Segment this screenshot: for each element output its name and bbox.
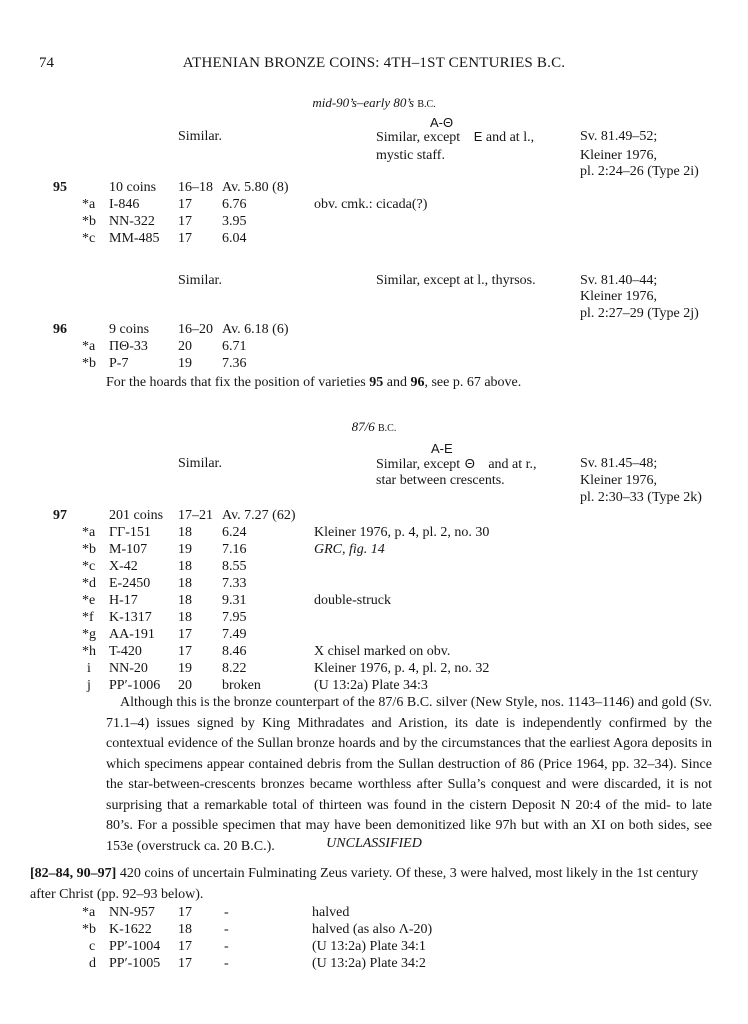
specimen-row <box>0 356 748 374</box>
specimen-diameter: 17 <box>178 197 192 212</box>
specimen-row <box>0 559 748 577</box>
reverse-desc-97-line1 <box>376 456 537 473</box>
specimen-weight: - <box>224 922 229 937</box>
variety-row-96 <box>0 322 748 340</box>
specimen-diameter: 17 <box>178 956 192 971</box>
average-weight: Av. 7.27 (62) <box>222 508 296 523</box>
specimen-letter: *c <box>82 559 96 574</box>
specimen-letter: *a <box>82 525 96 540</box>
specimen-diameter: 19 <box>178 356 192 371</box>
section-date-heading <box>0 419 748 435</box>
specimen-diameter: 18 <box>178 593 192 608</box>
specimen-note: halved (as also Λ-20) <box>312 922 433 937</box>
reverse-desc-97-line2: star between crescents. <box>376 473 505 488</box>
coin-count: 9 coins <box>109 322 150 337</box>
specimen-note: double-struck <box>314 593 391 608</box>
specimen-row <box>0 339 748 357</box>
reference-95-line2: Kleiner 1976, <box>580 148 657 163</box>
reference-96-line1: Sv. 81.40–44; <box>580 273 658 288</box>
specimen-row <box>0 214 748 232</box>
specimen-diameter: 17 <box>178 231 192 246</box>
specimen-weight: 7.95 <box>222 610 247 625</box>
reverse-text: and at l., <box>485 130 535 145</box>
specimen-weight: 6.71 <box>222 339 247 354</box>
specimen-diameter: 18 <box>178 559 192 574</box>
diameter-range: 16–18 <box>178 180 213 195</box>
variety-row-95 <box>0 180 748 198</box>
specimen-weight: broken <box>222 678 261 693</box>
variety-row-97 <box>0 508 748 526</box>
section-date-suffix: B.C. <box>417 99 436 110</box>
specimen-letter: *a <box>82 197 96 212</box>
specimen-letter: d <box>89 956 96 971</box>
specimen-id: X-42 <box>109 559 138 574</box>
specimen-id: ΠΘ-33 <box>109 339 148 354</box>
specimen-letter: *b <box>82 214 96 229</box>
specimen-weight: 8.55 <box>222 559 247 574</box>
specimen-note: halved <box>312 905 350 920</box>
reverse-legend-95: A-Θ <box>430 115 454 130</box>
specimen-diameter: 17 <box>178 905 192 920</box>
reference-97-line1: Sv. 81.45–48; <box>580 456 658 471</box>
coin-count: 10 coins <box>109 180 157 195</box>
specimen-id: K-1317 <box>109 610 152 625</box>
specimen-weight: 7.49 <box>222 627 247 642</box>
specimen-diameter: 18 <box>178 525 192 540</box>
specimen-row <box>0 231 748 249</box>
specimen-row <box>0 610 748 628</box>
note-variety-ref: 95 <box>369 375 384 390</box>
note-text: For the hoards that fix the position of varieties <box>106 375 366 390</box>
specimen-id: NN-20 <box>109 661 148 676</box>
section-date-heading <box>0 95 748 111</box>
specimen-id: T-420 <box>109 644 142 659</box>
reverse-desc-96: Similar, except at l., thyrsos. <box>376 273 536 288</box>
specimen-weight: 7.36 <box>222 356 247 371</box>
section-date-suffix: B.C. <box>378 423 397 434</box>
specimen-diameter: 18 <box>178 576 192 591</box>
section-date: mid-90’s–early 80’s <box>312 95 415 110</box>
specimen-id: PP′-1006 <box>109 678 161 693</box>
specimen-row <box>0 905 748 923</box>
specimen-id: P-7 <box>109 356 129 371</box>
coin-count: 201 coins <box>109 508 164 523</box>
specimen-diameter: 18 <box>178 922 192 937</box>
commentary-paragraph-97: Although this is the bronze counterpart of the 87/6 B.C. silver (New Style, nos. 1143–1146) and gold (Sv. 71.1–4) issues signed by King Mithradates and Aristion, its date is independently confirmed by the contextual evidence of the Sullan bronze hoards and by the circumstances that the earliest Agora deposits in which specimens appear contained debris from the Sullan destruction of 86 (Price 1964, pp. 32–34). Since the star-between-crescents bronzes became worthless after Sulla’s conquest and were discarded, it is not surprising that a remarkable total of thirteen was found in the cistern Deposit N 20:4 of the mid- to late 80’s. For a possible specimen that may have been demonitized like 97h but with an XI on both sides, see 153e (overstruck ca. 20 B.C.). <box>106 695 712 854</box>
specimen-row <box>0 197 748 215</box>
specimen-id: K-1622 <box>109 922 152 937</box>
specimen-row <box>0 593 748 611</box>
reference-97-line2: Kleiner 1976, <box>580 473 657 488</box>
specimen-diameter: 17 <box>178 627 192 642</box>
specimen-weight: 3.95 <box>222 214 247 229</box>
obverse-desc-96: Similar. <box>178 273 222 288</box>
specimen-diameter: 19 <box>178 661 192 676</box>
specimen-id: M-107 <box>109 542 148 557</box>
reverse-text: Similar, except <box>376 130 461 145</box>
reference-95-line1: Sv. 81.49–52; <box>580 129 658 144</box>
reference-96-line2: Kleiner 1976, <box>580 289 657 304</box>
reverse-letter: Θ <box>464 456 475 471</box>
note-text: , see p. 67 above. <box>424 375 522 390</box>
specimen-weight: 6.76 <box>222 197 247 212</box>
specimen-letter: *g <box>82 627 96 642</box>
specimen-note: (U 13:2a) Plate 34:3 <box>314 678 428 693</box>
specimen-letter: *a <box>82 339 96 354</box>
specimen-row <box>0 525 748 543</box>
specimen-weight: 8.22 <box>222 661 247 676</box>
specimen-id: PP′-1004 <box>109 939 161 954</box>
section-date: 87/6 <box>351 419 375 434</box>
specimen-row <box>0 576 748 594</box>
running-head: ATHENIAN BRONZE COINS: 4TH–1ST CENTURIES B.C. <box>182 55 566 71</box>
specimen-id: AA-191 <box>109 627 155 642</box>
specimen-weight: 6.04 <box>222 231 247 246</box>
specimen-letter: *b <box>82 922 96 937</box>
specimen-id: PP′-1005 <box>109 956 161 971</box>
specimen-id: NN-957 <box>109 905 155 920</box>
specimen-letter: j <box>87 678 91 693</box>
obverse-desc-97: Similar. <box>178 456 222 471</box>
specimen-diameter: 20 <box>178 678 192 693</box>
reverse-desc-95-line1 <box>376 129 534 146</box>
variety-number: 96 <box>53 322 67 337</box>
specimen-note: GRC, fig. 14 <box>314 542 385 557</box>
specimen-weight: 8.46 <box>222 644 247 659</box>
unclassified-paragraph <box>30 864 712 905</box>
reference-96-line3: pl. 2:27–29 (Type 2j) <box>580 306 699 321</box>
specimen-weight: 9.31 <box>222 593 247 608</box>
specimen-diameter: 17 <box>178 644 192 659</box>
specimen-letter: *e <box>82 593 96 608</box>
specimen-letter: *c <box>82 231 96 246</box>
specimen-letter: *h <box>82 644 96 659</box>
specimen-letter: *f <box>82 610 94 625</box>
specimen-note: Kleiner 1976, p. 4, pl. 2, no. 30 <box>314 525 490 540</box>
note-variety-ref: 96 <box>410 375 425 390</box>
specimen-note: (U 13:2a) Plate 34:2 <box>312 956 426 971</box>
specimen-id: MM-485 <box>109 231 160 246</box>
specimen-letter: i <box>87 661 91 676</box>
obverse-desc-95: Similar. <box>178 129 222 144</box>
specimen-letter: *d <box>82 576 96 591</box>
specimen-weight: 7.33 <box>222 576 247 591</box>
specimen-weight: - <box>224 939 229 954</box>
specimen-weight: 6.24 <box>222 525 247 540</box>
specimen-weight: 7.16 <box>222 542 247 557</box>
diameter-range: 16–20 <box>178 322 213 337</box>
reverse-letter: E <box>473 129 483 144</box>
specimen-row <box>0 956 748 974</box>
specimen-note: obv. cmk.: cicada(?) <box>314 197 428 212</box>
specimen-diameter: 17 <box>178 214 192 229</box>
specimen-weight: - <box>224 905 229 920</box>
specimen-diameter: 19 <box>178 542 192 557</box>
specimen-diameter: 18 <box>178 610 192 625</box>
specimen-note: (U 13:2a) Plate 34:1 <box>312 939 426 954</box>
specimen-row <box>0 661 748 679</box>
variety-number: 97 <box>53 508 67 523</box>
diameter-range: 17–21 <box>178 508 213 523</box>
specimen-letter: *a <box>82 905 96 920</box>
unclassified-variety-ref: [82–84, 90–97] <box>30 866 117 881</box>
variety-number: 95 <box>53 180 67 195</box>
specimen-id: NN-322 <box>109 214 155 229</box>
specimen-letter: c <box>89 939 96 954</box>
specimen-row <box>0 939 748 957</box>
page-number: 74 <box>39 55 54 71</box>
unclassified-text: 420 coins of uncertain Fulminating Zeus variety. Of these, 3 were halved, most likely in the 1st century after Christ (pp. 92–93 below). <box>30 866 699 902</box>
specimen-row <box>0 542 748 560</box>
reference-97-line3: pl. 2:30–33 (Type 2k) <box>580 490 702 505</box>
specimen-note: X chisel marked on obv. <box>314 644 451 659</box>
average-weight: Av. 6.18 (6) <box>222 322 289 337</box>
specimen-id: ΓΓ-151 <box>109 525 151 540</box>
reference-95-line3: pl. 2:24–26 (Type 2i) <box>580 164 699 179</box>
specimen-letter: *b <box>82 542 96 557</box>
specimen-row <box>0 922 748 940</box>
reverse-legend-97: A-E <box>431 441 453 456</box>
unclassified-heading: UNCLASSIFIED <box>326 836 422 851</box>
note-text: and <box>386 375 407 390</box>
specimen-id: H-17 <box>109 593 138 608</box>
average-weight: Av. 5.80 (8) <box>222 180 289 195</box>
specimen-weight: - <box>224 956 229 971</box>
reverse-text: Similar, except <box>376 457 461 472</box>
specimen-diameter: 20 <box>178 339 192 354</box>
specimen-id: I-846 <box>109 197 140 212</box>
hoard-note-96 <box>106 375 521 391</box>
reverse-desc-95-line2: mystic staff. <box>376 148 445 163</box>
specimen-diameter: 17 <box>178 939 192 954</box>
specimen-note: Kleiner 1976, p. 4, pl. 2, no. 32 <box>314 661 490 676</box>
specimen-id: E-2450 <box>109 576 151 591</box>
specimen-row <box>0 627 748 645</box>
specimen-row <box>0 644 748 662</box>
reverse-text: and at r., <box>488 457 537 472</box>
specimen-letter: *b <box>82 356 96 371</box>
